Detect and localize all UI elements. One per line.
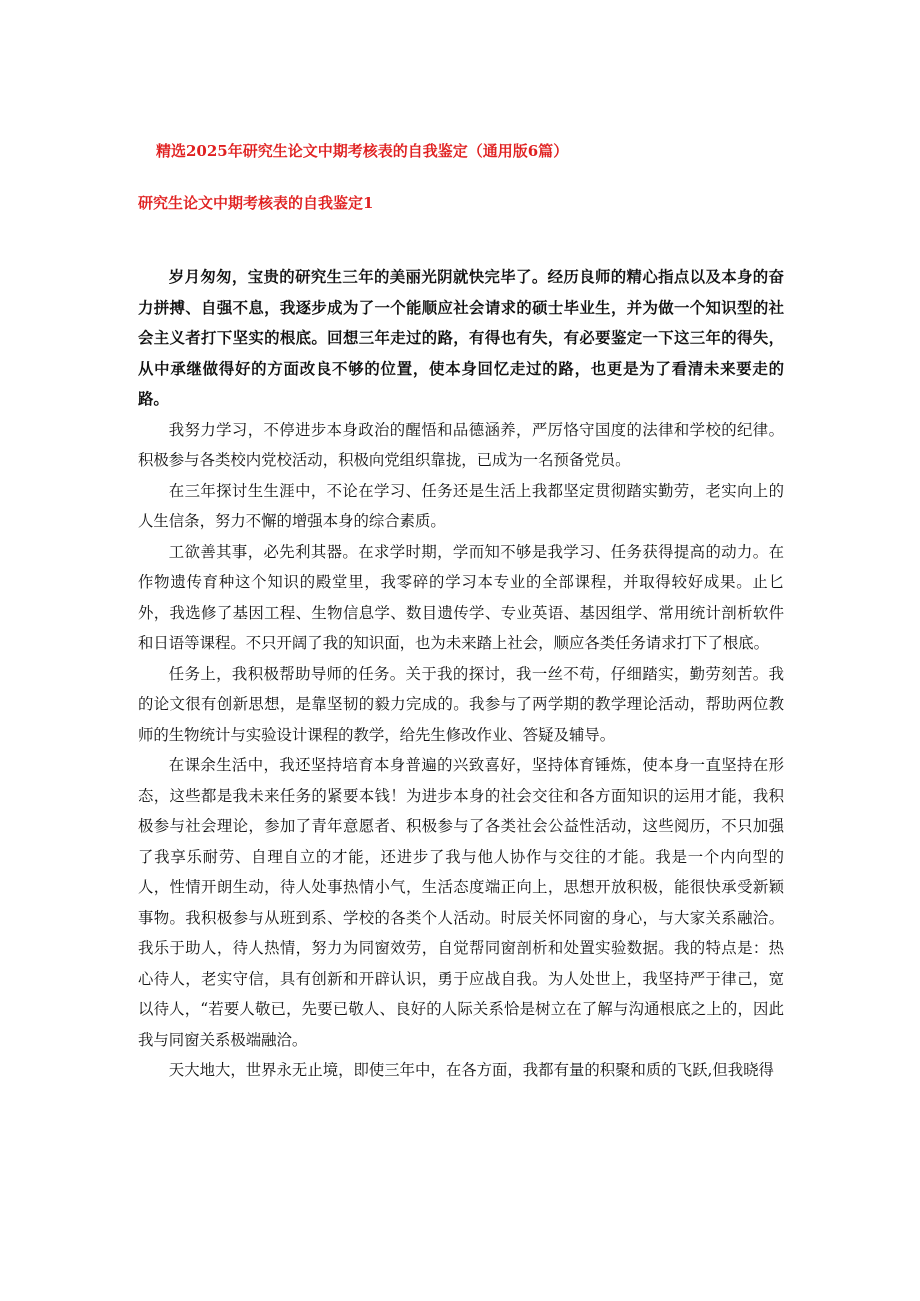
paragraph: 在课余生活中，我还坚持培育本身普遍的兴致喜好，坚持体育锤炼，使本身一直坚持在形态，这些都是我未来任务的紧要本钱！为进步本身的社会交往和各方面知识的运用才能，我积极参与社会理论，参加了青年意愿者、积极参与了各类社会公益性活动，这些阅历，不只加强了我享乐耐劳、自理自立的才能，还进步了我与他人协作与交往的才能。我是一个内向型的人，性情开朗生动，待人处事热情小气，生活态度端正向上，思想开放积极，能很快承受新颖事物。我积极参与从班到系、学校的各类个人活动。时辰关怀同窗的身心，与大家关系融洽。我乐于助人，待人热情，努力为同窗效劳，自觉帮同窗剖析和处置实验数据。我的特点是：热心待人，老实守信，具有创新和开辟认识，勇于应战自我。为人处世上，我坚持严于律己，宽以待人，“若要人敬已，先要已敬人、良好的人际关系恰是树立在了解与沟通根底之上的，因此我与同窗关系极端融洽。 [138,756,784,1049]
paragraph: 我努力学习，不停进步本身政治的醒悟和品德涵养，严厉恪守国度的法律和学校的纪律。积极参与各类校内党校活动，积极向党组织靠拢，已成为一名预备党员。 [138,420,784,469]
document-body [138,262,784,1086]
paragraph: 工欲善其事，必先利其器。在求学时期，学而知不够是我学习、任务获得提高的动力。在作物遗传育种这个知识的殿堂里，我零碎的学习本专业的全部课程，并取得较好成果。止匕外，我选修了基因工程、生物信息学、数目遗传学、专业英语、基因组学、常用统计剖析软件和日语等课程。不只开阔了我的知识面，也为未来踏上社会，顺应各类任务请求打下了根底。 [138,542,784,652]
document-title: 精选2025年研究生论文中期考核表的自我鉴定（通用版6篇） [156,142,569,160]
paragraph: 任务上，我积极帮助导师的任务。关于我的探讨，我一丝不苟，仔细踏实，勤劳刻苦。我的论文很有创新思想，是靠坚韧的毅力完成的。我参与了两学期的教学理论活动，帮助两位教师的生物统计与实验设计课程的教学，给先生修改作业、答疑及辅导。 [138,664,784,744]
paragraph: 天大地大，世界永无止境，即使三年中，在各方面，我都有量的积聚和质的飞跃,但我晓得 [168,1061,774,1079]
section-heading: 研究生论文中期考核表的自我鉴定1 [138,194,374,212]
paragraph: 在三年探讨生生涯中，不论在学习、任务还是生活上我都坚定贯彻踏实勤劳，老实向上的人生信条，努力不懈的增强本身的综合素质。 [138,481,784,530]
paragraph-intro: 岁月匆匆，宝贵的研究生三年的美丽光阴就快完毕了。经历良师的精心指点以及本身的奋力拼搏、自强不息，我逐步成为了一个能顺应社会请求的硕士毕业生，并为做一个知识型的社会主义者打下坚实的根底。回想三年走过的路，有得也有失，有必要鉴定一下这三年的得失，从中承继做得好的方面改良不够的位置，使本身回忆走过的路，也更是为了看清未来要走的路。 [138,268,784,408]
